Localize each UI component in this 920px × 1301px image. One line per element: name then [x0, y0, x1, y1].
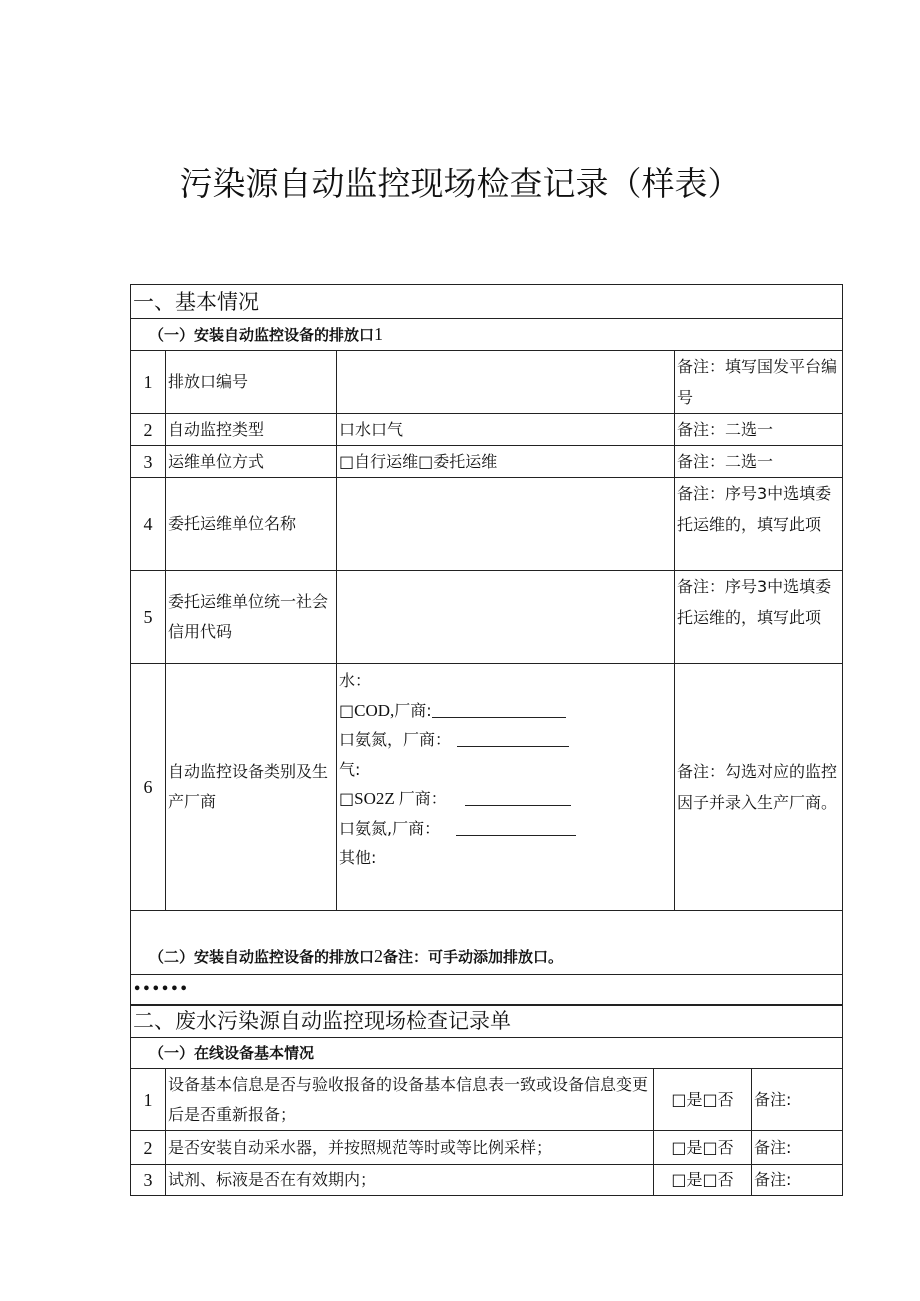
- row-number: 4: [131, 478, 166, 571]
- row-number: 3: [131, 446, 166, 478]
- row-number: 6: [131, 664, 166, 911]
- wastewater-check-table: [130, 1004, 842, 1196]
- table-row: [131, 664, 843, 911]
- row-item: 试剂、标液是否在有效期内；: [166, 1165, 654, 1196]
- page-title: 污染源自动监控现场检查记录（样表）: [179, 164, 741, 203]
- row-note: 备注：序号3中选填委托运维的，填写此项: [675, 571, 843, 664]
- cod-vendor-input[interactable]: [432, 699, 566, 718]
- table-row: [131, 351, 843, 414]
- section1-heading: 一、基本情况: [131, 285, 843, 319]
- section2-heading: 二、废水污染源自动监控现场检查记录单: [131, 1005, 843, 1038]
- so2-vendor-input[interactable]: [465, 787, 571, 806]
- gas-label: 气:: [339, 759, 361, 779]
- cod-vendor-line: □COD,厂商:: [339, 696, 672, 726]
- water-label: 水：: [339, 671, 372, 690]
- row-number: 1: [131, 351, 166, 414]
- row-item: 自动监控设备类别及生产厂商: [166, 664, 337, 911]
- table-row: [131, 478, 843, 571]
- row-number: 5: [131, 571, 166, 664]
- equipment-subheading: （一）在线设备基本情况: [131, 1038, 843, 1069]
- table-row: [131, 1131, 843, 1165]
- row-item: 自动监控类型: [166, 414, 337, 446]
- table-row: [131, 446, 843, 478]
- gas-nh-vendor-input[interactable]: [456, 817, 576, 836]
- more-outlets-ellipsis: ••••••: [131, 975, 843, 1006]
- operation-mode-options[interactable]: □自行运维□委托运维: [337, 446, 675, 478]
- outlet1-subheading: （一）安装自动监控设备的排放口1: [131, 319, 843, 351]
- row-item: 运维单位方式: [166, 446, 337, 478]
- table-row: [131, 571, 843, 664]
- water-nh-vendor-input[interactable]: [457, 728, 569, 747]
- outlet2-subheading: （二）安装自动监控设备的排放口2备注：可手动添加排放口。: [131, 911, 843, 975]
- row-note: 备注：二选一: [675, 446, 843, 478]
- so2-checkbox[interactable]: □: [339, 789, 355, 808]
- table-row: [131, 1165, 843, 1196]
- cod-checkbox[interactable]: □: [339, 700, 355, 720]
- row-note: 备注：填写国发平台编号: [675, 351, 843, 414]
- row-item: 委托运维单位统一社会信用代码: [166, 571, 337, 664]
- basic-info-table: [130, 284, 842, 1006]
- gas-nh-vendor-line: 口氨氮,厂商：: [339, 814, 672, 844]
- so2-vendor-line: □SO2Z 厂商：: [339, 784, 672, 814]
- row-number: 2: [131, 1131, 166, 1165]
- row-note: 备注：勾选对应的监控因子并录入生产厂商。: [675, 664, 843, 911]
- water-nh-vendor-line: 口氨氮，厂商：: [339, 725, 672, 755]
- row-note: 备注:: [752, 1069, 843, 1131]
- table-row: [131, 1069, 843, 1131]
- row-note: 备注:: [752, 1165, 843, 1196]
- row-note: 备注：序号3中选填委托运维的，填写此项: [675, 478, 843, 571]
- row-number: 2: [131, 414, 166, 446]
- row-note: 备注：二选一: [675, 414, 843, 446]
- row-item: 设备基本信息是否与验收报备的设备基本信息表一致或设备信息变更后是否重新报备；: [166, 1069, 654, 1131]
- table-row: [131, 414, 843, 446]
- row-note: 备注:: [752, 1131, 843, 1165]
- yes-no-checkbox[interactable]: □是□否: [654, 1165, 752, 1196]
- row-number: 1: [131, 1069, 166, 1131]
- contractor-name-field[interactable]: [337, 478, 675, 571]
- outlet-id-field[interactable]: [337, 351, 675, 414]
- row-item: 委托运维单位名称: [166, 478, 337, 571]
- row-number: 3: [131, 1165, 166, 1196]
- yes-no-checkbox[interactable]: □是□否: [654, 1069, 752, 1131]
- other-label: 其他:: [339, 848, 377, 867]
- equipment-vendor-cell: [337, 664, 675, 911]
- row-item: 是否安装自动采水器，并按照规范等时或等比例采样；: [166, 1131, 654, 1165]
- row-item: 排放口编号: [166, 351, 337, 414]
- monitor-type-options[interactable]: 口水口气: [337, 414, 675, 446]
- yes-no-checkbox[interactable]: □是□否: [654, 1131, 752, 1165]
- contractor-credit-code-field[interactable]: [337, 571, 675, 664]
